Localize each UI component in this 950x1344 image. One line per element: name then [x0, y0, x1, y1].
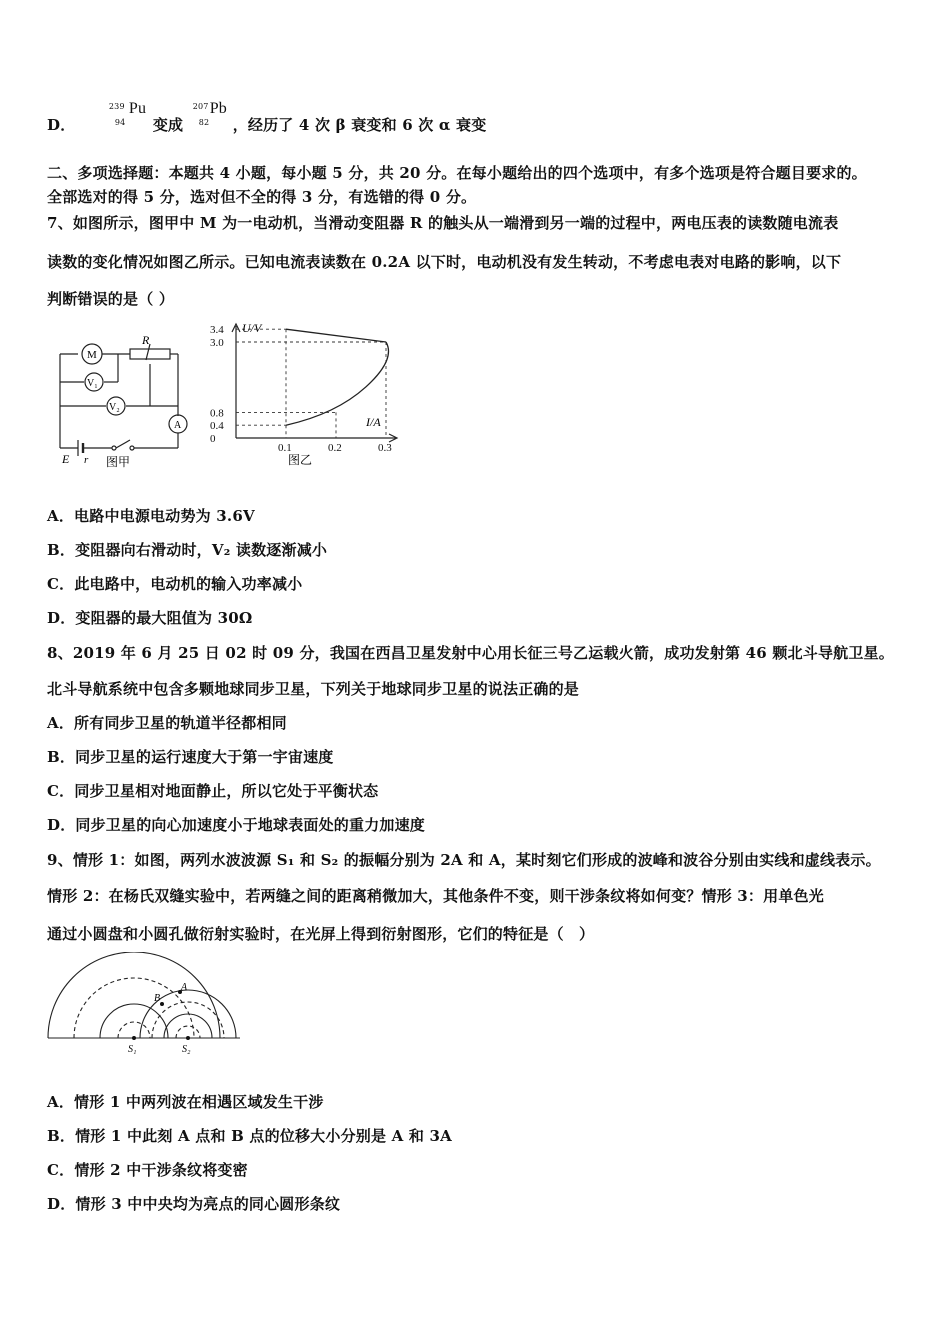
fig-a-caption: 图甲: [106, 455, 131, 469]
q7-stem-line1: 7、如图所示，图甲中 M 为一电动机，当滑动变阻器 R 的触头从一端滑到另一端的过程中，两电压表的读数随电流表: [47, 214, 839, 232]
y-tick-label: 0.8: [210, 407, 224, 420]
x-tick-label: 0.1: [278, 442, 292, 454]
ammeter-label: A: [174, 420, 182, 431]
pu-mass: 239: [108, 102, 125, 111]
s1-marker: [132, 1036, 136, 1040]
pb-nuclide: [189, 100, 233, 130]
pu-number: 94: [114, 118, 126, 127]
q8-option-a: A．所有同步卫星的轨道半径都相同: [47, 714, 287, 732]
s2-label: S₂: [182, 1044, 191, 1055]
q9-option-c: C．情形 2 中干涉条纹将变密: [47, 1161, 248, 1179]
pb-symbol: Pb: [209, 100, 228, 117]
q7-option-a: A．电路中电源电动势为 3.6V: [47, 507, 255, 525]
y-axis-label: U/V: [242, 321, 262, 335]
q8-stem-line2: 北斗导航系统中包含多颗地球同步卫星，下列关于地球同步卫星的说法正确的是: [47, 680, 580, 698]
q8-option-b: B．同步卫星的运行速度大于第一宇宙速度: [47, 748, 334, 766]
q9-stem-line3: 通过小圆盘和小圆孔做衍射实验时，在光屏上得到衍射图形，它们的特征是（ ）: [47, 925, 595, 943]
emf-label: E: [62, 452, 70, 466]
x-axis-label: I/A: [366, 415, 381, 429]
s2-marker: [186, 1036, 190, 1040]
section2-line1: 二、多项选择题：本题共 4 小题，每小题 5 分，共 20 分。在每小题给出的四个选项中，有多个选项是符合题目要求的。: [47, 164, 867, 182]
q7-option-b: B．变阻器向右滑动时，V₂ 读数逐渐减小: [47, 541, 328, 559]
pb-number: 82: [198, 118, 210, 127]
y-tick-label: 0: [210, 433, 216, 445]
y-tick-label: 0.4: [210, 420, 224, 433]
fig-b-caption: 图乙: [288, 453, 313, 467]
v2-label: V₂: [109, 402, 120, 413]
resistor-label: R: [142, 333, 150, 347]
q6-option-d: [47, 100, 487, 135]
motor-label: M: [87, 349, 97, 361]
q6-mid: 变成: [152, 116, 184, 134]
q8-stem-line1: 8、2019 年 6 月 25 日 02 时 09 分，我国在西昌卫星发射中心用长征三号乙运载火箭，成功发射第 46 颗北斗导航卫星。: [47, 644, 894, 662]
series-lower-curve: [286, 342, 389, 425]
q7-option-d: D．变阻器的最大阻值为 30Ω: [47, 609, 253, 627]
q7-option-c: C．此电路中，电动机的输入功率减小: [47, 575, 303, 593]
q8-option-c: C．同步卫星相对地面静止，所以它处于平衡状态: [47, 782, 379, 800]
q6-tail: ，经历了 4 次 β 衰变和 6 次 α 衰变: [232, 116, 487, 134]
wave-interference-diagram: [44, 952, 244, 1060]
r-label: r: [84, 454, 89, 466]
pu-symbol: Pu: [128, 100, 147, 117]
x-tick-label: 0.3: [378, 442, 392, 454]
q9-option-d: D．情形 3 中中央均为亮点的同心圆形条纹: [47, 1195, 341, 1213]
q7-stem-line3: 判断错误的是（ ）: [47, 290, 175, 308]
q6-option-d-label: D．: [47, 116, 76, 134]
x-tick-label: 0.2: [328, 442, 342, 454]
pu-nuclide: [81, 100, 147, 130]
resistor-symbol: [130, 349, 170, 359]
point-b-marker: [160, 1002, 164, 1006]
pb-mass: 207: [192, 102, 209, 111]
circuit-diagram: [50, 330, 190, 470]
y-tick-label: 3.0: [210, 337, 224, 349]
y-tick-label: 3.4: [210, 324, 224, 337]
point-b-label: B: [154, 993, 161, 1004]
point-a-label: A: [181, 982, 188, 993]
q9-stem-line1: 9、情形 1：如图，两列水波波源 S₁ 和 S₂ 的振幅分别为 2A 和 A，某时刻它们形成的波峰和波谷分别由实线和虚线表示。: [47, 851, 881, 869]
v1-label: V₁: [87, 378, 98, 389]
section2-line2: 全部选对的得 5 分，选对但不全的得 3 分，有选错的得 0 分。: [47, 188, 477, 206]
ui-graph: [206, 318, 406, 468]
q8-option-d: D．同步卫星的向心加速度小于地球表面处的重力加速度: [47, 816, 426, 834]
s1-label: S₁: [128, 1044, 137, 1055]
series-upper-line: [286, 329, 386, 342]
q9-stem-line2: 情形 2：在杨氏双缝实验中，若两缝之间的距离稍微加大，其他条件不变，则干涉条纹将如何变？情形 3：用单色光: [47, 887, 824, 905]
q7-stem-line2: 读数的变化情况如图乙所示。已知电流表读数在 0.2A 以下时，电动机没有发生转动，不考虑电表对电路的影响，以下: [47, 253, 842, 271]
q9-option-a: A．情形 1 中两列波在相遇区域发生干涉: [47, 1093, 324, 1111]
q9-option-b: B．情形 1 中此刻 A 点和 B 点的位移大小分别是 A 和 3A: [47, 1127, 452, 1145]
